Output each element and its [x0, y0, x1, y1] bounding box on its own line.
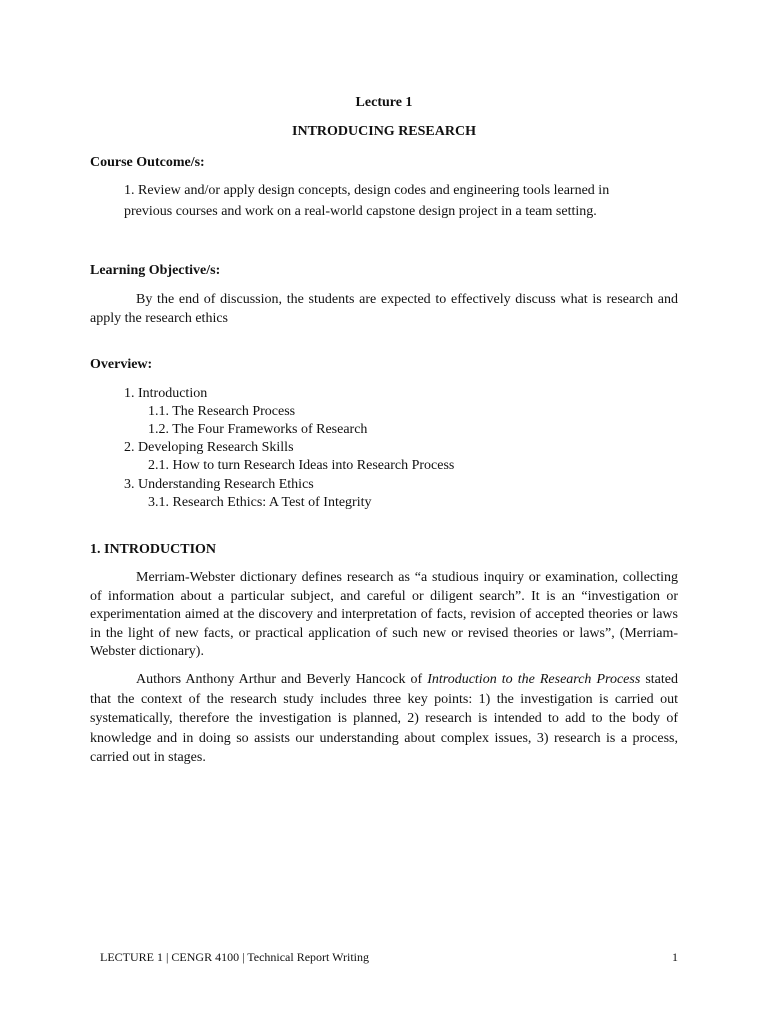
overview-item: 2. Developing Research Skills: [124, 440, 294, 455]
learning-objectives-text: By the end of discussion, the students are expected to effectively discuss what is research and apply the research ethics: [90, 292, 678, 326]
learning-objectives-heading: Learning Objective/s:: [90, 263, 221, 278]
book-title: Introduction to the Research Process: [427, 672, 641, 687]
course-outcome-line-2: previous courses and work on a real-world capstone design project in a team setting.: [124, 204, 597, 219]
overview-subitem: 1.1. The Research Process: [148, 404, 296, 419]
paragraph-2-text: Authors Anthony Arthur and Beverly Hancock of: [136, 672, 428, 687]
overview-item: 1. Introduction: [124, 386, 208, 401]
lecture-number: Lecture 1: [355, 95, 413, 110]
overview-subitem: 2.1. How to turn Research Ideas into Research Process: [148, 458, 455, 473]
overview-heading: Overview:: [90, 357, 153, 372]
course-outcome-line-1: 1. Review and/or apply design concepts, design codes and engineering tools learned in: [124, 183, 610, 198]
introduction-paragraph-1: Merriam-Webster dictionary defines research as “a studious inquiry or examination, collecting of information about a particular subject, and careful or diligent search”. It is an “investigation or experimentation aimed at the discovery and interpretation of facts, revision of accepted theories or laws in the light of new facts, or practical application of such new or revised theories or laws”, (Merriam-Webster dictionary).: [90, 570, 678, 659]
page-footer: LECTURE 1 | CENGR 4100 | Technical Report Writing: [100, 950, 370, 964]
introduction-paragraph-2: [90, 670, 678, 768]
overview-subitem: 3.1. Research Ethics: A Test of Integrity: [148, 495, 372, 510]
introduction-heading: 1. INTRODUCTION: [90, 542, 217, 557]
paragraph-2-text: stated that the context of the research study includes three key points: 1) the investigation is carried out systematically, therefore the investigation is planned, 2) research is intended to add to the body of knowledge and in doing so assists our understanding about complex issues, 3) research is a process, carried out in stages.: [90, 672, 678, 765]
overview-item: 3. Understanding Research Ethics: [124, 477, 314, 492]
lecture-title: INTRODUCING RESEARCH: [292, 124, 476, 139]
page-number: 1: [672, 950, 678, 964]
course-outcomes-heading: Course Outcome/s:: [90, 155, 205, 170]
overview-subitem: 1.2. The Four Frameworks of Research: [148, 422, 368, 437]
